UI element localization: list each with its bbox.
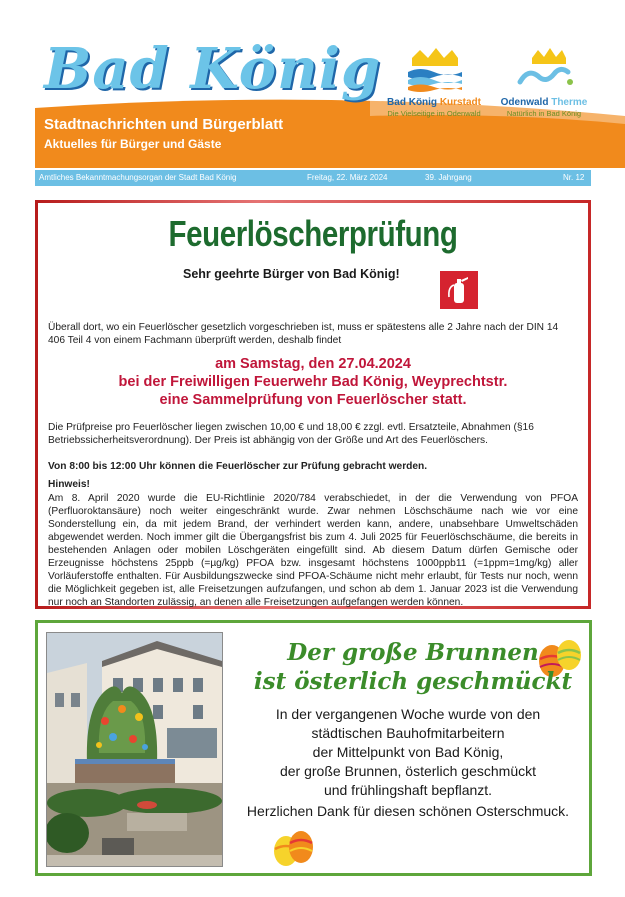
masthead [0,0,625,168]
kurstadt-tagline: Die Vielseitige im Odenwald [387,109,481,118]
kurstadt-name-part1: Bad König [387,97,438,108]
article1-intro: Überall dort, wo ein Feuerlöscher gesetzlich vorgeschrieben ist, muss er spätestens alle 2 Jahre nach der DIN 14 406 Teil 4 von einem Fachmann überprüft werden, deshalb findet [48,322,559,346]
article1-hint-title: Hinweis! [48,479,90,490]
easter-eggs-icon-bottom [272,825,316,869]
article2-title-line2: ist österlich geschmückt [253,668,573,695]
masthead-tagline: Aktuelles für Bürger und Gäste [44,137,222,151]
therme-name [494,97,594,108]
article-fire-extinguisher [35,200,591,609]
highlight-date: am Samstag, den 27.04.2024 [215,356,411,372]
article2-body-line5: und frühlingshaft bepflanzt. [323,782,493,798]
highlight-event: eine Sammelprüfung von Feuerlöscher statt. [159,392,467,408]
article2-body-line2: städtischen Bauhofmitarbeitern [311,725,505,741]
fire-extinguisher-sign-icon [440,271,478,309]
kurstadt-name [374,97,494,108]
therme-tagline: Natürlich in Bad König [506,109,582,118]
article2-thanks: Herzlichen Dank für diesen schönen Osterschmuck. [246,803,570,819]
therme-name-part2: Therme [551,97,588,108]
masthead-title: Bad König [44,36,382,102]
article2-title [248,638,578,696]
therme-name-part1: Odenwald [500,97,549,108]
highlight-location: bei der Freiwilligen Feuerwehr Bad König, Weyprechtstr. [118,374,508,390]
article-easter-fountain [35,620,592,876]
brand-kurstadt [374,46,494,118]
article1-highlight [38,355,588,409]
masthead-subtitle: Stadtnachrichten und Bürgerblatt [44,116,284,133]
article2-title-line1: Der große Brunnen [287,639,539,666]
info-issue: Nr. 12 [563,173,585,182]
info-date: Freitag, 22. März 2024 [307,173,388,182]
article1-prices: Die Prüfpreise pro Feuerlöscher liegen zwischen 10,00 € und 18,00 € zzgl. evtl. Ersatzteile, Abnahmen (§16 Betriebssicherheitsverordnung). Der Preis ist abhängig von der Größe und Art des Feuerlöschers. [48,422,534,446]
article1-greeting: Sehr geehrte Bürger von Bad König! [183,267,400,281]
article1-title: Feuerlöscherprüfung [168,213,458,254]
article2-body-line4: der große Brunnen, österlich geschmückt [279,763,536,779]
brand-therme [494,46,594,118]
info-bar [35,170,591,186]
therme-crown-wave-icon [514,46,574,92]
article2-body [233,705,583,800]
article2-body-line3: der Mittelpunkt von Bad König, [312,744,504,760]
info-volume: 39. Jahrgang [425,173,472,182]
easter-fountain-photo [46,632,223,867]
kurstadt-crown-wave-icon [404,46,464,92]
article1-hint-text: Am 8. April 2020 wurde die EU-Richtlinie 2020/784 verabschiedet, in der die Verwendung von PFOA (Perfluoroktansäure) noch weiter eingeschränkt wurde. Zwar nehmen Löschschäume nach wie vor eine Sonderstellung ein, da mit jedem Brand, der verhindert werden kann, andere, unabsehbare Umweltschäden abgewendet werden. Noch immer gilt die Übergangsfrist bis zum 4. Juli 2025 für Feuerlöschschäume, die bereits in bestehenden Anlagen oder mobilen Löschgeräten eingefüllt sind. Ab diesem Datum dürfen Gemische oder Erzeugnisse höchstens 25ppb (=µg/kg) PFOA bzw. insgesamt höchstens 1000ppb11 (=1ppm=1mg/kg) aller Vorläuferstoffe enthalten. Für Ausbildungszwecke sind PFOA-Schäume nicht mehr erlaubt, für Tests nur noch, wenn die Möglichkeit gegeben ist, alle Freisetzungen aufzufangen, und schon ab dem 1. Januar 2023 ist die Verwendung nur noch an Standorten zulässig, an denen alle Freisetzungen aufgefangen werden können. [48,493,578,608]
article2-body-line1: In der vergangenen Woche wurde von den [275,706,541,722]
kurstadt-name-part2: Kurstadt [439,97,481,108]
info-organ: Amtliches Bekanntmachungsorgan der Stadt Bad König [39,173,237,182]
article1-hours: Von 8:00 bis 12:00 Uhr können die Feuerlöscher zur Prüfung gebracht werden. [48,461,428,472]
